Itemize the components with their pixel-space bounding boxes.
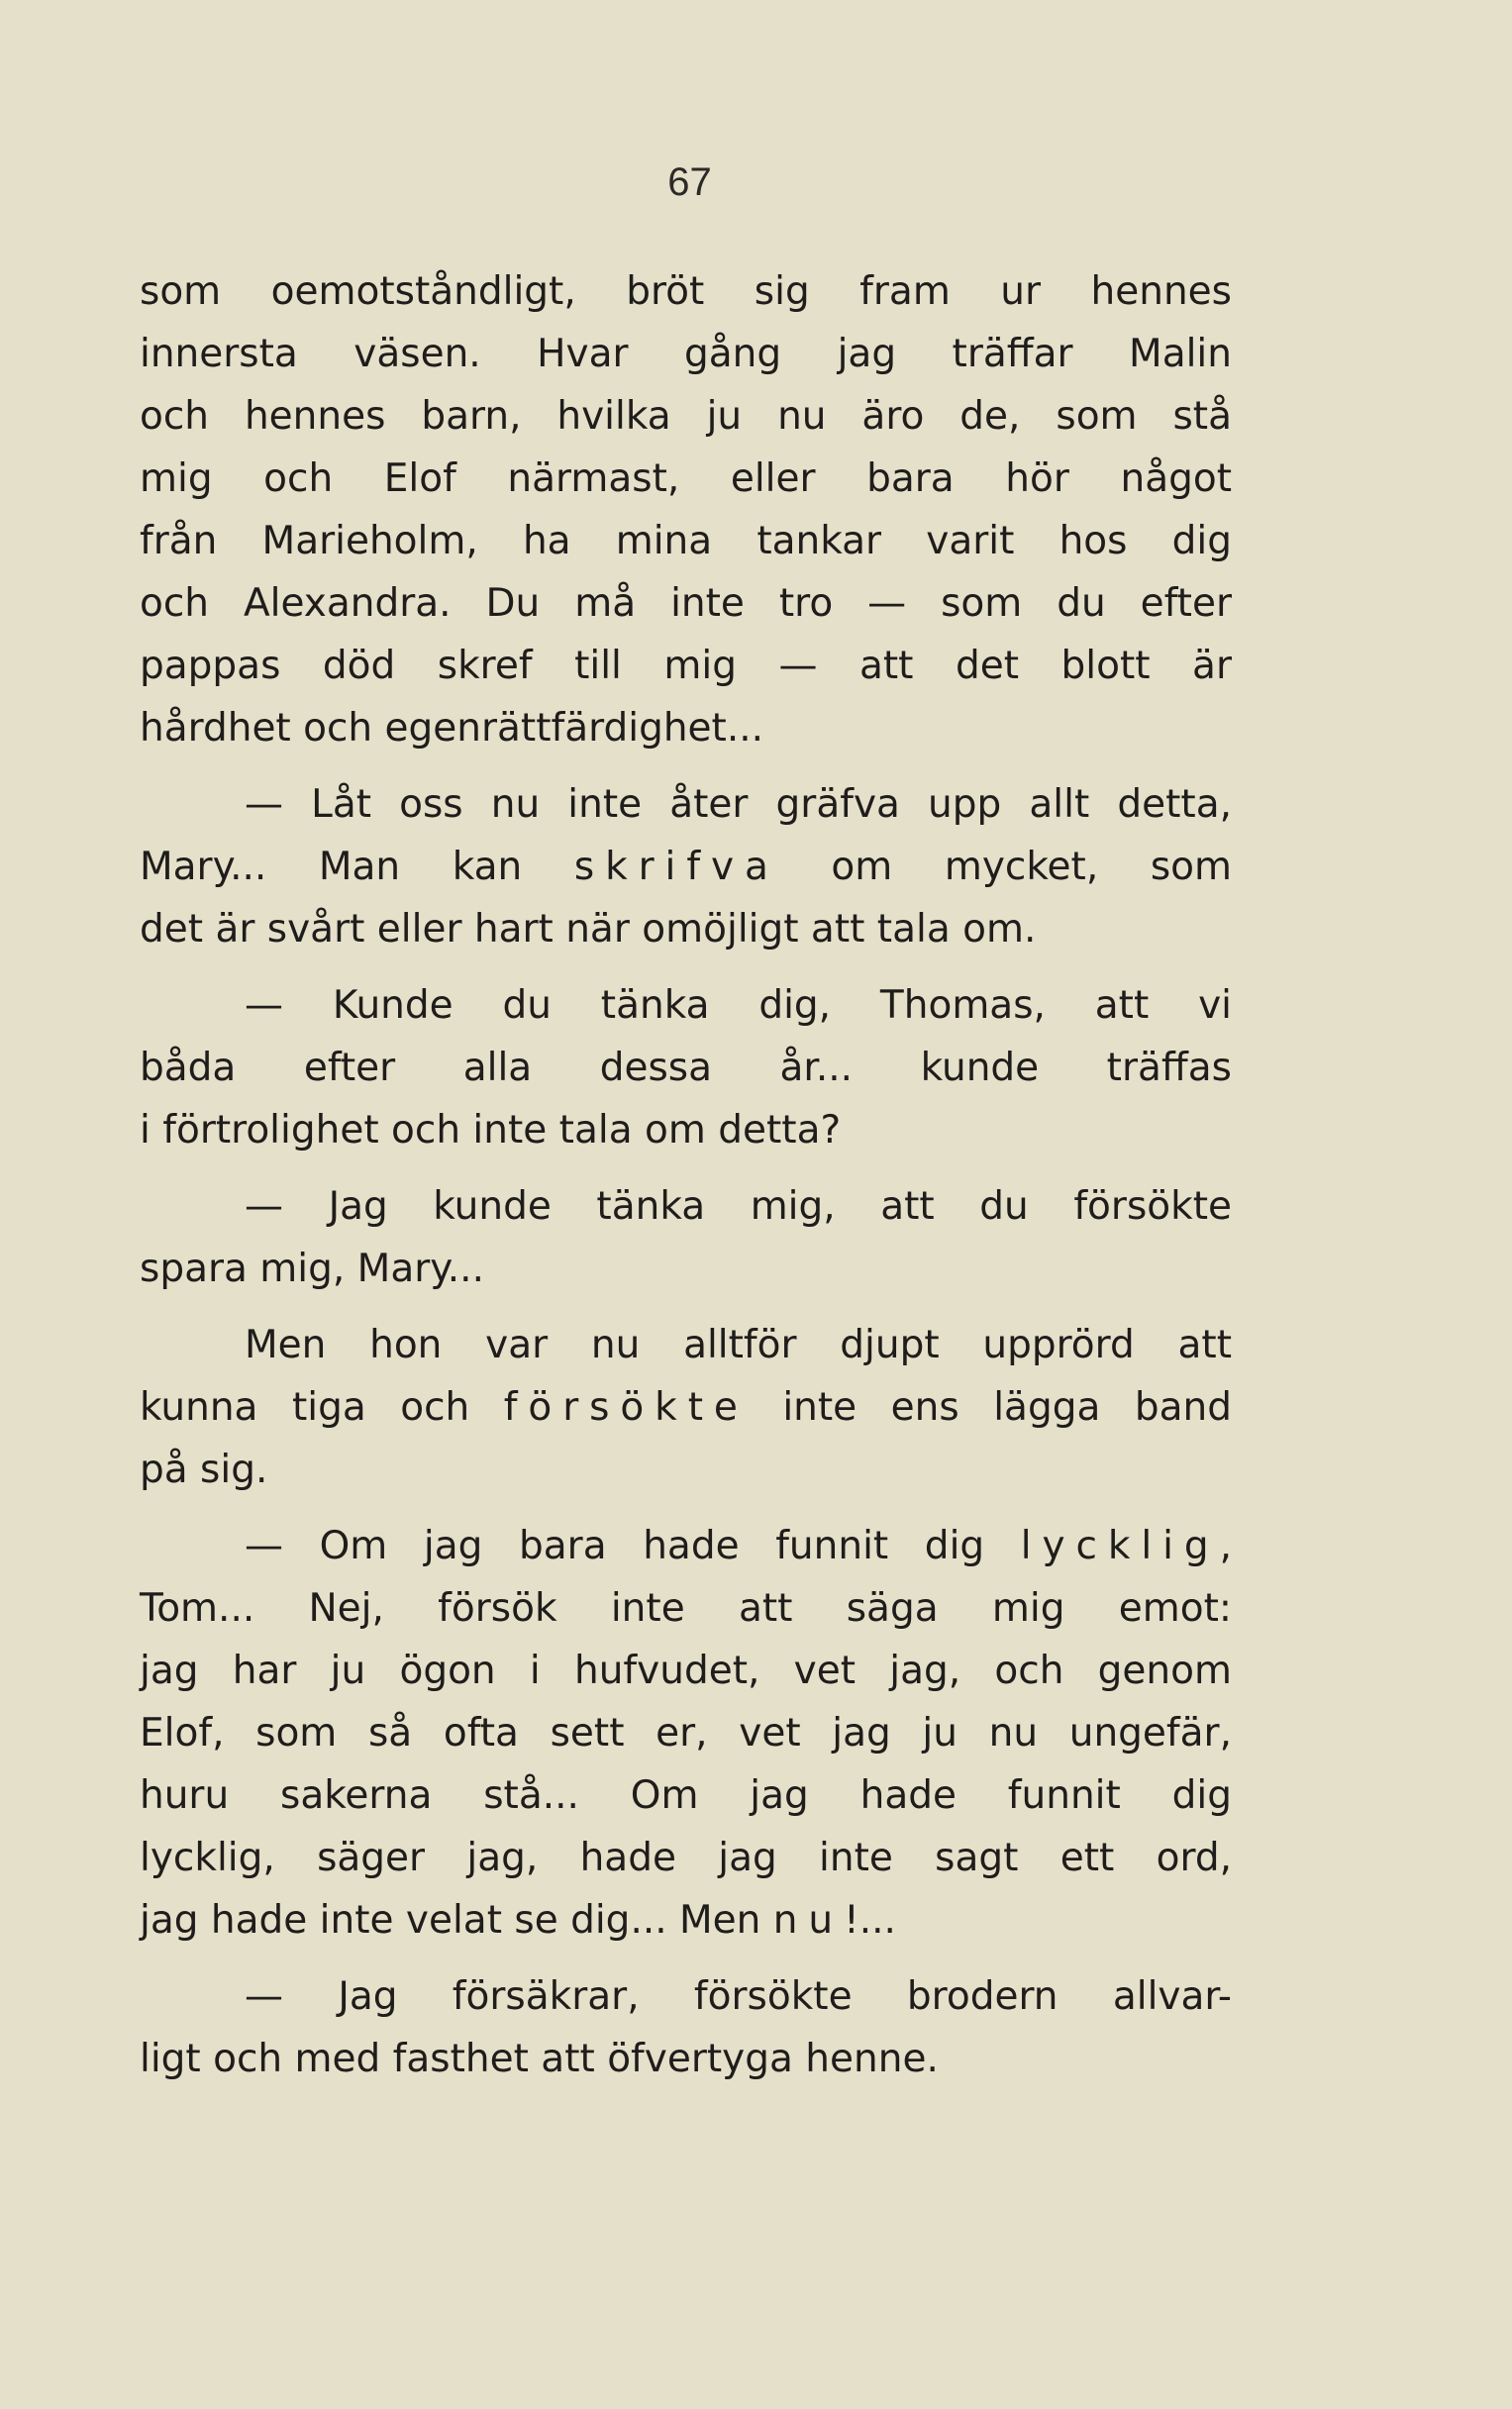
text-line: hårdhet och egenrättfärdighet... [140, 706, 764, 751]
text-line: som oemotståndligt, bröt sig fram ur hennes [140, 269, 1232, 314]
text-line: jag har ju ögon i hufvudet, vet jag, och genom [140, 1649, 1232, 1693]
text-line: huru sakerna stå... Om jag hade funnit dig [140, 1773, 1232, 1818]
text-line: spara mig, Mary... [140, 1247, 484, 1291]
text-line: ligt och med fasthet att öfvertyga henne. [140, 2037, 939, 2081]
text-line: Mary... Man kan skrifva om mycket, som [140, 845, 1232, 889]
spaced-emphasis: skrifva [573, 845, 779, 889]
text-line: — Jag försäkrar, försökte brodern allvar- [245, 1974, 1232, 2019]
text-line: — Om jag bara hade funnit dig lycklig, [245, 1524, 1232, 1568]
text-line: mig och Elof närmast, eller bara hör något [140, 456, 1232, 501]
text-line: Tom... Nej, försök inte att säga mig emot: [140, 1586, 1232, 1631]
text-line: från Marieholm, ha mina tankar varit hos dig [140, 519, 1232, 563]
text-line: i förtrolighet och inte tala om detta? [140, 1108, 842, 1153]
text-line: båda efter alla dessa år... kunde träffas [140, 1046, 1232, 1090]
text-line: kunna tiga och försökte inte ens lägga band [140, 1385, 1233, 1430]
body-text [140, 260, 1232, 2090]
spaced-emphasis: försökte [503, 1385, 749, 1430]
text-line: — Kunde du tänka dig, Thomas, att vi [245, 983, 1232, 1028]
text-line: det är svårt eller hart när omöjligt att tala om. [140, 907, 1037, 952]
text-line: på sig. [140, 1448, 268, 1492]
spaced-emphasis: nu [772, 1898, 845, 1943]
text-line: innersta väsen. Hvar gång jag träffar Malin [140, 332, 1232, 376]
text-line: — Låt oss nu inte åter gräfva upp allt detta, [245, 782, 1232, 827]
spaced-emphasis: lycklig [1020, 1524, 1220, 1568]
text-line: lycklig, säger jag, hade jag inte sagt ett ord, [140, 1836, 1232, 1880]
text-line: pappas död skref till mig — att det blott är [140, 644, 1232, 688]
page-number: 67 [667, 160, 712, 204]
text-line: Men hon var nu alltför djupt upprörd att [245, 1323, 1232, 1367]
text-line: och Alexandra. Du må inte tro — som du efter [140, 581, 1232, 626]
text-line: — Jag kunde tänka mig, att du försökte [245, 1184, 1232, 1229]
text-line: jag hade inte velat se dig... Men nu!... [140, 1898, 896, 1943]
text-line: och hennes barn, hvilka ju nu äro de, som stå [140, 394, 1232, 439]
text-line: Elof, som så ofta sett er, vet jag ju nu ungefär, [140, 1711, 1232, 1756]
